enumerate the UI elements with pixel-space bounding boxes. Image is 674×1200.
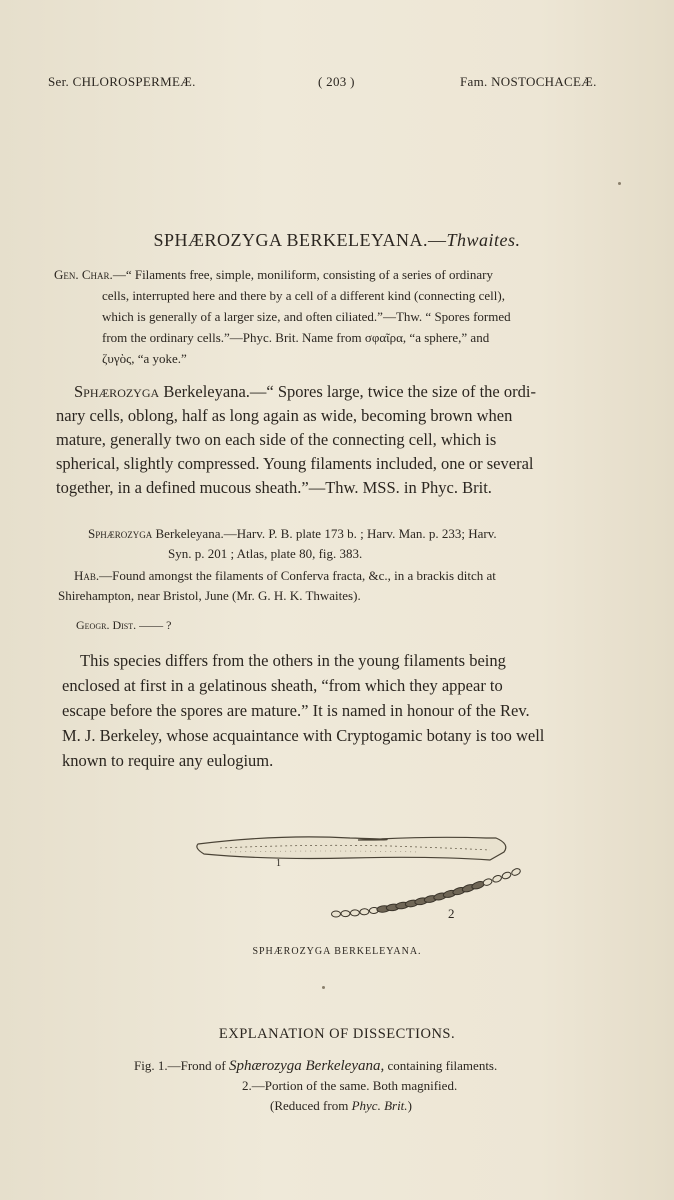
fig1-name: Sphærozyga Berkeleyana,: [228, 1058, 385, 1074]
gen-char-line: cells, interrupted here and there by a cell of a different kind (connecting cell),: [102, 288, 505, 303]
explanation-title: EXPLANATION OF DISSECTIONS.: [218, 1026, 456, 1042]
fig3-prefix: (Reduced from: [270, 1098, 352, 1113]
fig3-source: Phyc. Brit.: [351, 1098, 408, 1113]
fig1-prefix: Fig. 1.—Frond of: [134, 1058, 229, 1073]
para-line: This species differs from the others in the young filaments being: [80, 651, 506, 670]
fig3-suffix: ): [407, 1098, 412, 1113]
filament-cell: [341, 911, 350, 917]
para-line: enclosed at first in a gelatinous sheath, “from which they appear to: [62, 676, 503, 695]
geogr-value: —— ?: [139, 618, 172, 632]
gen-char-line: —“ Filaments free, simple, moniliform, consisting of a series of ordinary: [112, 267, 493, 282]
gen-char-line: which is generally of a larger size, and often ciliated.”—Thw. “ Spores formed: [102, 309, 511, 324]
ref-label: Sphærozyga: [88, 526, 153, 541]
specimen-illustration: [190, 830, 530, 930]
filament-cell: [501, 871, 512, 880]
geogr-label: Geogr. Dist.: [76, 618, 137, 632]
filament-cell: [511, 867, 522, 876]
species-name: SPHÆROZYGA BERKELEYANA.—: [153, 230, 447, 250]
desc-line: Berkeleyana.—“ Spores large, twice the size of the ordi-: [163, 382, 536, 401]
ref-line: Syn. p. 201 ; Atlas, plate 80, fig. 383.: [168, 546, 363, 561]
figure-label-1: 1: [276, 858, 281, 869]
desc-line: together, in a defined mucous sheath.”—Thw. MSS. in Phyc. Brit.: [56, 478, 492, 497]
habitat: [58, 566, 654, 606]
page-number: ( 203 ): [318, 74, 355, 89]
remarks-paragraph: [62, 648, 648, 773]
paper-speck: [322, 986, 325, 989]
header-right: Fam. NOSTOCHACEÆ.: [460, 74, 597, 89]
fig1-suffix: containing filaments.: [384, 1058, 498, 1073]
para-line: M. J. Berkeley, whose acquaintance with Cryptogamic botany is too well: [62, 726, 545, 745]
header-left: Ser. CHLOROSPERMEÆ.: [48, 74, 196, 89]
filament-cell: [492, 874, 503, 883]
generic-character: [54, 264, 638, 369]
species-author: Thwaites.: [446, 230, 521, 250]
desc-line: mature, generally two on each side of the connecting cell, which is: [56, 430, 497, 449]
filament-cell: [332, 911, 341, 917]
filament-chain-figure-2: [332, 867, 522, 917]
species-title: [0, 230, 674, 251]
gen-char-line: ζυγὸς, “a yoke.”: [102, 351, 187, 366]
frond-figure-1: [197, 837, 506, 860]
geographic-distribution: [76, 618, 171, 633]
gen-char-label: Gen. Char.: [54, 267, 113, 282]
explanation-source: [270, 1098, 412, 1114]
paper-speck: [618, 182, 621, 185]
filament-cell: [482, 878, 493, 887]
explanation-fig-2: 2.—Portion of the same. Both magnified.: [242, 1078, 458, 1093]
hab-line: —Found amongst the filaments of Conferva fracta, &c., in a brackis ditch at: [99, 568, 496, 583]
figure-label-2: 2: [448, 906, 455, 921]
filament-cell: [350, 910, 359, 916]
hab-label: Hab.: [74, 568, 100, 583]
para-line: escape before the spores are mature.” It is named in honour of the Rev.: [62, 701, 530, 720]
gen-char-line: from the ordinary cells.”—Phyc. Brit. Name from σφαῖρα, “a sphere,” and: [102, 330, 490, 345]
species-description: [56, 380, 642, 500]
desc-line: spherical, slightly compressed. Young filaments included, one or several: [56, 454, 534, 473]
desc-label: Sphærozyga: [74, 382, 160, 401]
desc-line: nary cells, oblong, half as long again as wide, becoming brown when: [56, 406, 513, 425]
figure-caption: SPHÆROZYGA BERKELEYANA.: [252, 946, 422, 957]
para-line: known to require any eulogium.: [62, 751, 274, 770]
hab-line: Shirehampton, near Bristol, June (Mr. G. H. K. Thwaites).: [58, 588, 361, 603]
references: [88, 524, 648, 564]
filament-cell: [360, 909, 369, 915]
ref-line: Berkeleyana.—Harv. P. B. plate 173 b. ; Harv. Man. p. 233; Harv.: [155, 526, 497, 541]
explanation-fig-1: [134, 1058, 497, 1075]
